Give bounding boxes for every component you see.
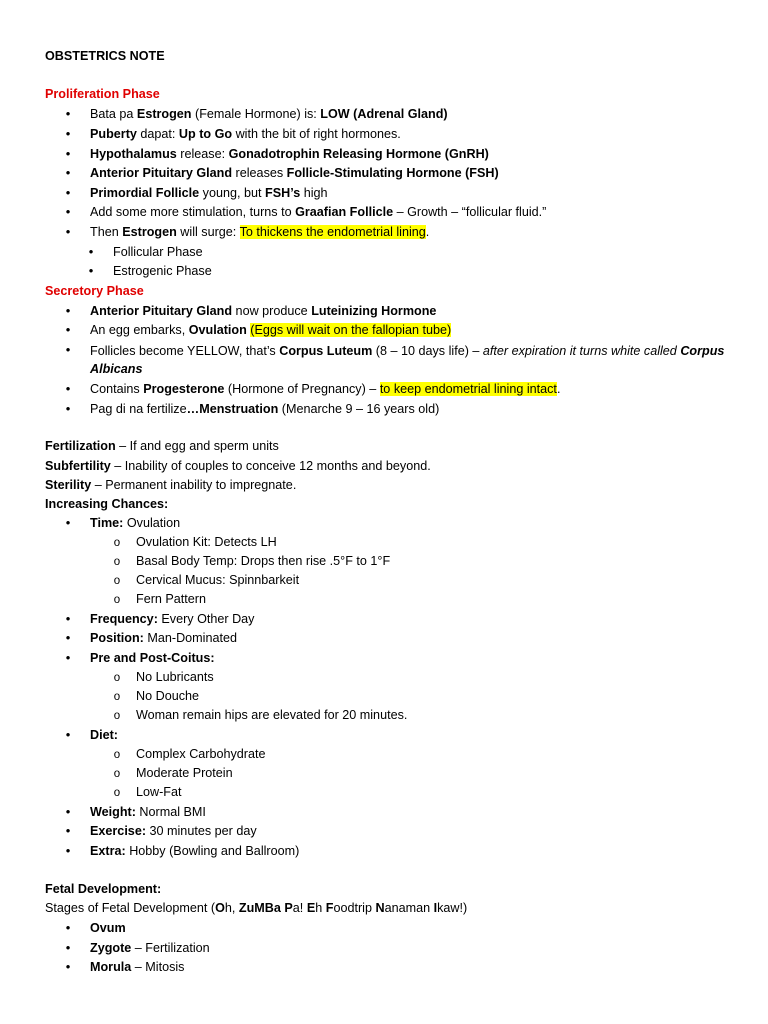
- circle-bullet-icon: [112, 784, 122, 801]
- bullet-icon: [63, 185, 73, 201]
- bold-term: Position:: [90, 631, 144, 645]
- text-run: anaman: [384, 901, 434, 915]
- sub-list-item: [136, 591, 206, 607]
- bullet-icon: [63, 959, 73, 975]
- bullet-icon: [63, 126, 73, 142]
- text-run: An egg embarks,: [90, 323, 189, 337]
- circle-bullet-icon: [112, 572, 122, 589]
- text-run: Normal BMI: [135, 805, 206, 819]
- stages-line: [45, 900, 467, 916]
- bold-term: E: [306, 901, 316, 915]
- text-run: No Lubricants: [136, 670, 214, 684]
- text-run: (Female Hormone) is:: [191, 107, 321, 121]
- bullet-icon: [63, 342, 73, 358]
- circle-bullet-icon: [112, 534, 122, 551]
- text-run: Every Other Day: [157, 612, 255, 626]
- bullet-icon: [63, 650, 73, 666]
- text-run: – Permanent inability to impregnate.: [91, 478, 297, 492]
- text-run: will surge:: [176, 225, 240, 239]
- text-run: Ovulation Kit: Detects LH: [136, 535, 277, 549]
- list-item: [90, 342, 730, 378]
- list-item: [90, 303, 436, 319]
- list-item: [90, 401, 439, 417]
- text-run: releases: [232, 166, 287, 180]
- text-run: kaw!): [437, 901, 468, 915]
- definition: [45, 477, 296, 493]
- bullet-icon: [63, 515, 73, 531]
- bold-term: Up to Go: [178, 127, 233, 141]
- bold-term: Follicle-Stimulating Hormone (FSH): [286, 166, 499, 180]
- bold-term: OBSTETRICS NOTE: [45, 49, 165, 63]
- list-item: [90, 823, 257, 839]
- bold-term: Puberty: [90, 127, 137, 141]
- text-run: – If and egg and sperm units: [115, 439, 279, 453]
- list-item: [90, 843, 299, 859]
- list-item: [90, 940, 210, 956]
- text-run: Fern Pattern: [136, 592, 206, 606]
- bold-term: Weight:: [90, 805, 136, 819]
- text-run: – Inability of couples to conceive 12 months and beyond.: [110, 459, 431, 473]
- text-run: No Douche: [136, 689, 200, 703]
- text-run: Woman remain hips are elevated for 20 minutes.: [136, 708, 408, 722]
- text-run: (8 – 10 days life) –: [372, 344, 483, 358]
- bullet-icon: [86, 244, 96, 260]
- sub-list-item: [136, 707, 407, 723]
- text-run: Follicular Phase: [113, 245, 203, 259]
- list-item: [90, 224, 429, 240]
- bold-term: Exercise:: [90, 824, 147, 838]
- bold-term: Primordial Follicle: [90, 186, 200, 200]
- sub-list-item: [136, 746, 266, 762]
- list-item: [90, 727, 118, 743]
- list-item: [90, 611, 254, 627]
- text-run: Low-Fat: [136, 785, 182, 799]
- bold-term: Pre and Post-Coitus:: [90, 651, 215, 665]
- text-run: Proliferation Phase: [45, 87, 160, 101]
- sub-list-item: [113, 263, 212, 279]
- bold-term: Graafian Follicle: [295, 205, 394, 219]
- text-run: – Fertilization: [131, 941, 210, 955]
- sub-list-item: [136, 572, 299, 588]
- sub-list-item: [113, 244, 203, 260]
- bullet-icon: [63, 804, 73, 820]
- bold-term: Sterility: [45, 478, 92, 492]
- bold-term: Fertilization: [45, 439, 116, 453]
- bullet-icon: [63, 940, 73, 956]
- text-run: after expiration it turns white called: [482, 344, 681, 358]
- bullet-icon: [63, 322, 73, 338]
- bullet-icon: [63, 381, 73, 397]
- bold-term: N: [375, 901, 385, 915]
- text-run: h: [315, 901, 326, 915]
- text-run: (Hormone of Pregnancy) –: [224, 382, 380, 396]
- bold-term: Estrogen: [122, 225, 177, 239]
- bold-term: Corpus Luteum: [279, 344, 373, 358]
- bold-term: Ovum: [90, 921, 126, 935]
- list-item: [90, 204, 546, 220]
- list-item: [90, 650, 215, 666]
- sub-list-item: [136, 688, 199, 704]
- bullet-icon: [63, 727, 73, 743]
- text-run: release:: [176, 147, 229, 161]
- circle-bullet-icon: [112, 553, 122, 570]
- section-heading: [45, 86, 160, 102]
- highlighted-text: To thickens the endometrial lining: [239, 225, 426, 239]
- bullet-icon: [63, 165, 73, 181]
- text-run: Moderate Protein: [136, 766, 233, 780]
- text-run: Contains: [90, 382, 144, 396]
- list-item: [90, 146, 489, 162]
- text-run: Bata pa: [90, 107, 137, 121]
- list-item: [90, 322, 451, 338]
- bold-term: …Menstruation: [186, 402, 279, 416]
- list-item: [90, 381, 560, 397]
- bullet-icon: [63, 224, 73, 240]
- bullet-icon: [63, 843, 73, 859]
- bullet-icon: [86, 263, 96, 279]
- text-run: Pag di na fertilize: [90, 402, 187, 416]
- bullet-icon: [63, 823, 73, 839]
- bold-term: Extra:: [90, 844, 126, 858]
- text-run: Follicles become YELLOW, that’s: [90, 344, 280, 358]
- definition: [45, 438, 279, 454]
- text-run: – Growth – “follicular fluid.”: [393, 205, 547, 219]
- bullet-icon: [63, 611, 73, 627]
- text-run: Add some more stimulation, turns to: [90, 205, 296, 219]
- bold-term: Fetal Development:: [45, 882, 162, 896]
- highlighted-text: (Eggs will wait on the fallopian tube): [250, 323, 452, 337]
- text-run: oodtrip: [333, 901, 376, 915]
- bold-term: Morula: [90, 960, 132, 974]
- bold-term: ZuMBa P: [238, 901, 293, 915]
- circle-bullet-icon: [112, 591, 122, 608]
- text-run: Estrogenic Phase: [113, 264, 212, 278]
- list-item: [90, 630, 237, 646]
- bold-term: Increasing Chances:: [45, 497, 169, 511]
- text-run: Ovulation: [123, 516, 181, 530]
- section-heading: [45, 881, 161, 897]
- bold-term: Ovulation: [188, 323, 247, 337]
- list-item: [90, 106, 448, 122]
- circle-bullet-icon: [112, 688, 122, 705]
- text-run: Complex Carbohydrate: [136, 747, 266, 761]
- bullet-icon: [63, 920, 73, 936]
- list-item: [90, 515, 180, 531]
- bold-term: O: [215, 901, 225, 915]
- bold-term: Diet:: [90, 728, 118, 742]
- text-run: – Mitosis: [131, 960, 185, 974]
- bullet-icon: [63, 204, 73, 220]
- bold-term: FSH’s: [265, 186, 301, 200]
- bold-term: Time:: [90, 516, 124, 530]
- definition: [45, 458, 431, 474]
- bullet-icon: [63, 146, 73, 162]
- sub-list-item: [136, 553, 390, 569]
- bold-term: Anterior Pituitary Gland: [90, 166, 233, 180]
- text-run: with the bit of right hormones.: [232, 127, 401, 141]
- bold-term: F: [325, 901, 334, 915]
- circle-bullet-icon: [112, 707, 122, 724]
- text-run: Cervical Mucus: Spinnbarkeit: [136, 573, 300, 587]
- bold-term: Corpus Albicans: [90, 344, 725, 376]
- sub-list-item: [136, 765, 233, 781]
- highlighted-text: to keep endometrial lining intact: [379, 382, 557, 396]
- circle-bullet-icon: [112, 765, 122, 782]
- list-item: [90, 920, 126, 936]
- bullet-icon: [63, 106, 73, 122]
- text-run: h,: [224, 901, 239, 915]
- bold-term: Gonadotrophin Releasing Hormone (GnRH): [228, 147, 489, 161]
- list-item: [90, 126, 401, 142]
- document-title: [45, 48, 165, 64]
- text-run: .: [556, 382, 561, 396]
- bold-term: Luteinizing Hormone: [311, 304, 437, 318]
- section-heading: [45, 496, 168, 512]
- bold-term: I: [433, 901, 438, 915]
- text-run: Man-Dominated: [143, 631, 237, 645]
- text-run: (Menarche 9 – 16 years old): [278, 402, 440, 416]
- text-run: .: [425, 225, 430, 239]
- bold-term: LOW (Adrenal Gland): [320, 107, 448, 121]
- bullet-icon: [63, 303, 73, 319]
- circle-bullet-icon: [112, 669, 122, 686]
- bold-term: Anterior Pituitary Gland: [90, 304, 233, 318]
- section-heading: [45, 283, 144, 299]
- text-run: Then: [90, 225, 123, 239]
- circle-bullet-icon: [112, 746, 122, 763]
- sub-list-item: [136, 669, 214, 685]
- text-run: 30 minutes per day: [146, 824, 257, 838]
- text-run: a!: [292, 901, 307, 915]
- sub-list-item: [136, 534, 277, 550]
- bullet-icon: [63, 401, 73, 417]
- text-run: dapat:: [136, 127, 179, 141]
- list-item: [90, 165, 499, 181]
- bullet-icon: [63, 630, 73, 646]
- list-item: [90, 185, 328, 201]
- text-run: now produce: [232, 304, 312, 318]
- bold-term: Estrogen: [136, 107, 192, 121]
- text-run: young, but: [199, 186, 266, 200]
- text-run: high: [300, 186, 328, 200]
- text-run: Basal Body Temp: Drops then rise .5°F to 1°F: [136, 554, 391, 568]
- bold-term: Hypothalamus: [90, 147, 177, 161]
- bold-term: Frequency:: [90, 612, 158, 626]
- sub-list-item: [136, 784, 182, 800]
- bold-term: Progesterone: [143, 382, 225, 396]
- text-run: Stages of Fetal Development (: [45, 901, 216, 915]
- text-run: Hobby (Bowling and Ballroom): [125, 844, 300, 858]
- bold-term: Zygote: [90, 941, 132, 955]
- list-item: [90, 804, 206, 820]
- list-item: [90, 959, 184, 975]
- text-run: Secretory Phase: [45, 284, 144, 298]
- bold-term: Subfertility: [45, 459, 111, 473]
